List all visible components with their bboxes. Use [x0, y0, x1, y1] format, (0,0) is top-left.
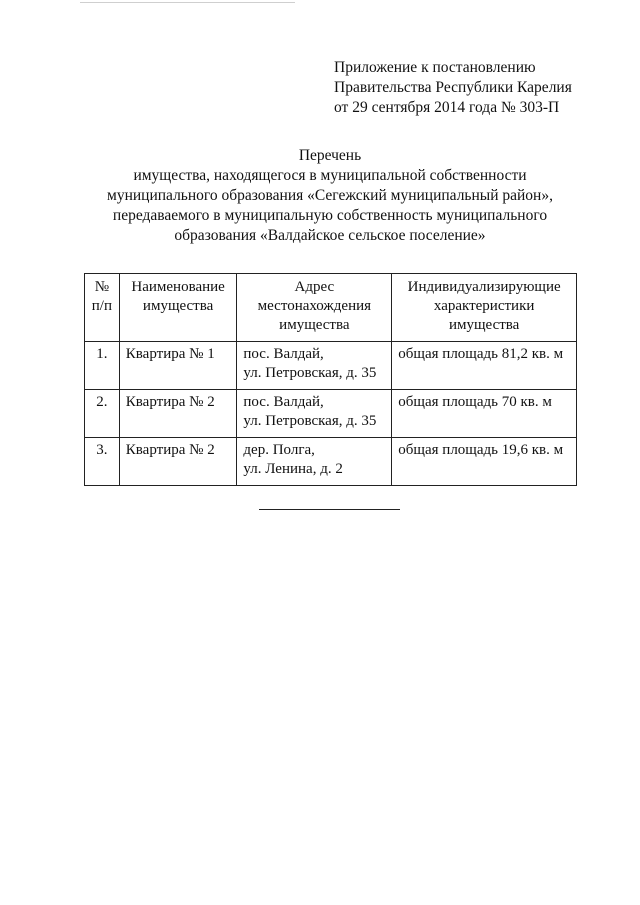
title-line: муниципального образования «Сегежский муниципальный район», — [107, 187, 553, 204]
cell-number: 3. — [85, 438, 120, 486]
header-text: имущества — [448, 317, 520, 333]
header-name — [119, 274, 237, 342]
cell-characteristics: общая площадь 19,6 кв. м — [392, 438, 577, 486]
table-row — [85, 438, 577, 486]
title-line: имущества, находящегося в муниципальной собственности — [133, 167, 527, 184]
title-line: образования «Валдайское сельское поселение» — [174, 227, 486, 244]
property-table — [84, 273, 577, 486]
header-text: характеристики — [433, 298, 535, 314]
scan-top-edge-line — [80, 2, 295, 3]
header-text: имущества — [279, 317, 350, 333]
header-text: п/п — [91, 298, 113, 314]
cell-number: 1. — [85, 342, 120, 390]
address-line: дер. Полга, — [243, 442, 315, 458]
address-line: пос. Валдай, — [243, 394, 324, 410]
table-header-row — [85, 274, 577, 342]
header-text: имущества — [142, 298, 214, 314]
header-address — [237, 274, 392, 342]
header-text: Наименование — [131, 279, 225, 295]
cell-name: Квартира № 2 — [119, 390, 237, 438]
appendix-line: от 29 сентября 2014 года № 303-П — [334, 99, 560, 116]
cell-name: Квартира № 2 — [119, 438, 237, 486]
header-text: местонахождения — [257, 298, 372, 314]
cell-characteristics: общая площадь 70 кв. м — [392, 390, 577, 438]
cell-number: 2. — [85, 390, 120, 438]
header-text: № — [94, 279, 110, 295]
title-line: передаваемого в муниципальную собственность муниципального — [112, 207, 548, 224]
appendix-line: Правительства Республики Карелия — [334, 79, 572, 96]
end-of-document-rule — [259, 509, 400, 510]
address-line: ул. Петровская, д. 35 — [243, 365, 377, 381]
address-line: ул. Ленина, д. 2 — [243, 461, 343, 477]
cell-address — [237, 438, 392, 486]
address-line: ул. Петровская, д. 35 — [243, 413, 377, 429]
header-text: Индивидуализирующие — [407, 279, 561, 295]
appendix-note — [334, 58, 624, 118]
table-row — [85, 342, 577, 390]
document-title — [60, 146, 600, 246]
cell-characteristics: общая площадь 81,2 кв. м — [392, 342, 577, 390]
header-text: Адрес — [294, 279, 335, 295]
header-number — [85, 274, 120, 342]
title-heading: Перечень — [298, 147, 362, 164]
header-characteristics — [392, 274, 577, 342]
cell-name: Квартира № 1 — [119, 342, 237, 390]
cell-address — [237, 390, 392, 438]
appendix-line: Приложение к постановлению — [334, 59, 536, 76]
table-row — [85, 390, 577, 438]
cell-address — [237, 342, 392, 390]
address-line: пос. Валдай, — [243, 346, 324, 362]
